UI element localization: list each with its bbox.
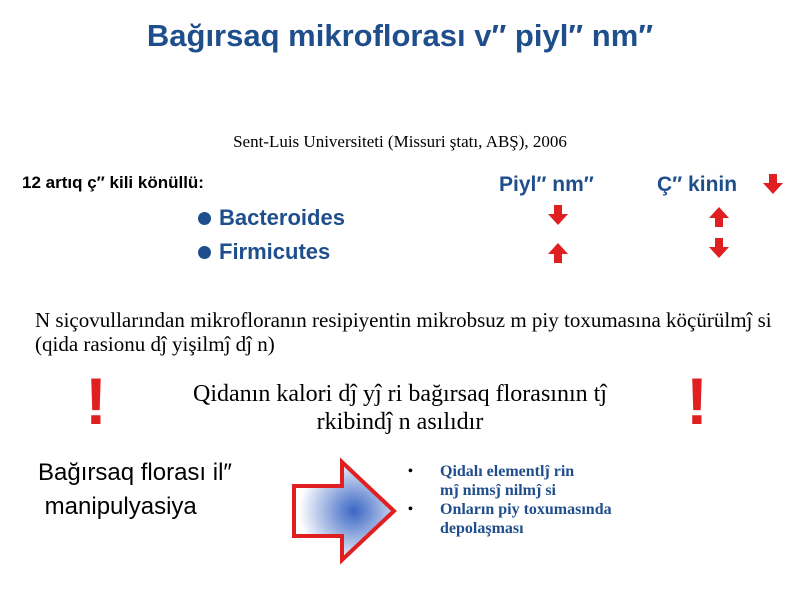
bullet-dot-icon xyxy=(198,212,211,225)
down-arrow-icon xyxy=(761,172,785,196)
list-item xyxy=(408,462,788,500)
bacteria-name: Firmicutes xyxy=(219,239,331,264)
exclamation-mark-icon: ! xyxy=(85,364,107,438)
bullet-dot-icon xyxy=(198,246,211,259)
list-item xyxy=(408,500,788,538)
bacteria-item-firmicutes xyxy=(198,239,330,265)
slide-title: Bağırsaq mikroflorası v″ piyl″ nm″ xyxy=(146,18,654,53)
study-source: Sent-Luis Universiteti (Missuri ştatı, ABŞ), 2006 xyxy=(233,132,567,151)
bacteria-item-bacteroides xyxy=(198,205,345,231)
results-list xyxy=(408,462,788,538)
right-arrow-icon xyxy=(290,456,400,566)
bacteria-name: Bacteroides xyxy=(219,205,345,230)
down-arrow-icon xyxy=(546,203,570,227)
manipulation-label xyxy=(38,456,232,524)
result-text: Qidalı elementlĵ rin mĵ nimsĵ nilmĵ si xyxy=(440,463,575,499)
conclusion-text: Qidanın kalori dĵ yĵ ri bağırsaq florasının tĵ rkibindĵ n asılıdır xyxy=(193,381,607,435)
manipulation-line: manipulyasiya xyxy=(38,493,197,520)
bullet-icon: • xyxy=(408,464,413,479)
up-arrow-icon xyxy=(707,205,731,229)
experiment-description: N siçovullarından mikrofloranın resipiyentin mikrobsuz m piy toxumasına köçürülmĵ si (qida rasionu dĵ yişilmĵ dĵ n) xyxy=(35,308,772,356)
up-arrow-icon xyxy=(546,241,570,265)
volunteers-label: 12 artıq ç″ kili könüllü: xyxy=(22,173,204,192)
result-text: Onların piy toxumasında depolaşması xyxy=(440,501,612,537)
bullet-icon: • xyxy=(408,502,413,517)
exclamation-mark-icon: ! xyxy=(686,364,708,438)
column-header-obesity: Piyl″ nm″ xyxy=(499,173,594,196)
column-header-weight: Ç″ kinin xyxy=(657,173,738,196)
down-arrow-icon xyxy=(707,236,731,260)
manipulation-line: Bağırsaq florası il″ xyxy=(38,459,232,486)
